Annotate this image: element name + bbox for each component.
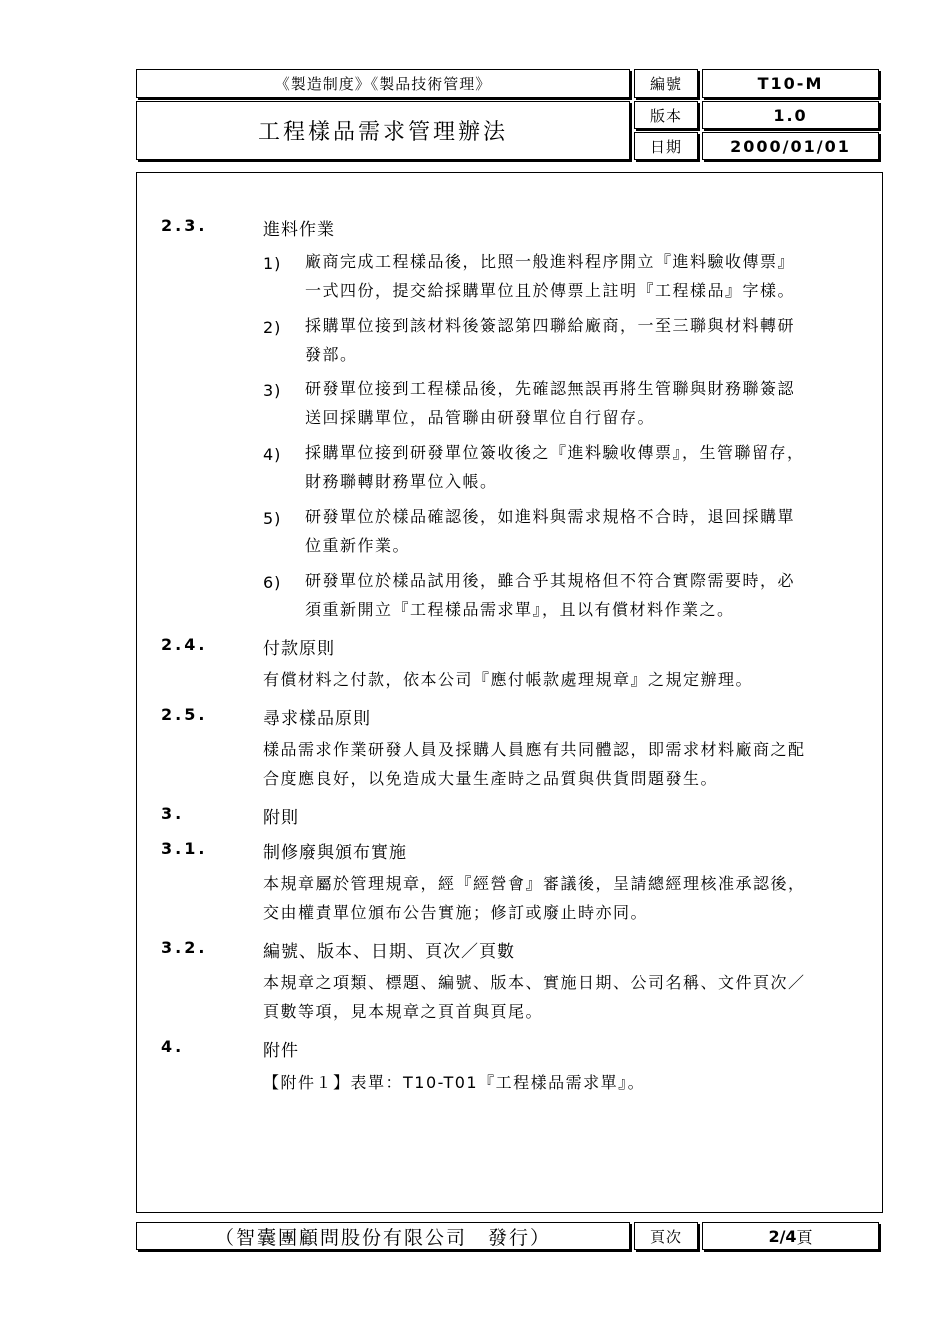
publisher-cell bbox=[136, 1222, 630, 1250]
section-number: 3.2. bbox=[161, 938, 208, 957]
series-text: 《製造制度》《製品技術管理》 bbox=[274, 75, 492, 93]
item-number: 6) bbox=[263, 573, 282, 592]
paragraph-line: 有償材料之付款，依本公司『應付帳款處理規章』之規定辦理。 bbox=[263, 670, 754, 689]
list-item bbox=[305, 374, 795, 432]
code-value: T10-M bbox=[757, 74, 824, 93]
item-line: 研發單位於樣品試用後，雖合乎其規格但不符合實際需要時，必 bbox=[305, 571, 796, 590]
list-item bbox=[305, 566, 795, 624]
version-label-cell bbox=[634, 101, 698, 129]
section-title: 付款原則 bbox=[263, 639, 335, 659]
date-label-cell bbox=[634, 132, 698, 160]
section-number: 3.1. bbox=[161, 839, 208, 858]
item-line: 廠商完成工程樣品後，比照一般進料程序開立『進料驗收傳票』 bbox=[305, 252, 796, 271]
section-title: 編號、版本、日期、頁次／頁數 bbox=[263, 942, 515, 962]
date-value: 2000/01/01 bbox=[730, 136, 851, 156]
section-paragraph bbox=[263, 735, 806, 793]
item-line: 一式四份，提交給採購單位且於傳票上註明『工程樣品』字樣。 bbox=[305, 281, 796, 300]
item-number: 3) bbox=[263, 381, 282, 400]
item-line: 研發單位於樣品確認後，如進料與需求規格不合時，退回採購單 bbox=[305, 507, 796, 526]
section-number: 2.4. bbox=[161, 635, 208, 654]
section-number: 4. bbox=[161, 1037, 185, 1056]
section-title: 制修廢與頒布實施 bbox=[263, 843, 407, 863]
item-line: 研發單位接到工程樣品後，先確認無誤再將生管聯與財務聯簽認 bbox=[305, 379, 796, 398]
section-title: 附件 bbox=[263, 1041, 299, 1061]
page-label-cell bbox=[634, 1222, 698, 1250]
page-value: 2/4 bbox=[768, 1226, 797, 1246]
item-line: 財務聯轉財務單位入帳。 bbox=[305, 472, 498, 491]
version-value-cell bbox=[702, 101, 879, 129]
page-unit: 頁 bbox=[796, 1227, 813, 1247]
code-value-cell bbox=[702, 69, 879, 98]
version-label: 版本 bbox=[649, 106, 682, 125]
document-title bbox=[136, 101, 630, 160]
version-value: 1.0 bbox=[773, 105, 808, 125]
page-label: 頁次 bbox=[649, 1227, 682, 1246]
item-line: 送回採購單位，品管聯由研發單位自行留存。 bbox=[305, 408, 656, 427]
list-item bbox=[305, 311, 795, 369]
paragraph-line: 樣品需求作業研發人員及採購人員應有共同體認，即需求材料廠商之配 bbox=[263, 740, 806, 759]
item-line: 位重新作業。 bbox=[305, 536, 411, 555]
section-paragraph bbox=[263, 869, 806, 927]
code-label-cell bbox=[634, 69, 698, 98]
item-line: 發部。 bbox=[305, 345, 358, 364]
section-number: 3. bbox=[161, 804, 185, 823]
section-number: 2.3. bbox=[161, 216, 208, 235]
section-title: 進料作業 bbox=[263, 220, 335, 240]
section-title: 尋求樣品原則 bbox=[263, 709, 371, 729]
paragraph-line: 交由權責單位頒布公告實施；修訂或廢止時亦同。 bbox=[263, 903, 649, 922]
title-text: 工程樣品需求管理辦法 bbox=[257, 120, 508, 145]
list-item bbox=[305, 502, 795, 560]
item-number: 5) bbox=[263, 509, 282, 528]
list-item bbox=[305, 438, 805, 496]
item-number: 1) bbox=[263, 254, 282, 273]
item-line: 採購單位接到研發單位簽收後之『進料驗收傳票』，生管聯留存， bbox=[305, 443, 805, 462]
item-line: 須重新開立『工程樣品需求單』，且以有償材料作業之。 bbox=[305, 600, 735, 619]
section-title: 附則 bbox=[263, 808, 299, 828]
date-label: 日期 bbox=[649, 137, 682, 156]
date-value-cell bbox=[702, 132, 879, 160]
section-paragraph bbox=[263, 968, 806, 1026]
publisher-text: （智囊團顧問股份有限公司 發行） bbox=[214, 1226, 551, 1249]
paragraph-line: 本規章之項類、標題、編號、版本、實施日期、公司名稱、文件頁次／ bbox=[263, 973, 806, 992]
page-value-cell bbox=[702, 1222, 879, 1250]
item-number: 4) bbox=[263, 445, 282, 464]
paragraph-line: 【附件１】表單：T10-T01『工程樣品需求單』。 bbox=[263, 1073, 646, 1092]
document-series bbox=[136, 69, 630, 98]
paragraph-line: 頁數等項，見本規章之頁首與頁尾。 bbox=[263, 1002, 544, 1021]
paragraph-line: 本規章屬於管理規章，經『經營會』審議後，呈請總經理核准承認後， bbox=[263, 874, 806, 893]
paragraph-line: 合度應良好，以免造成大量生產時之品質與供貨問題發生。 bbox=[263, 769, 719, 788]
section-paragraph bbox=[263, 665, 753, 694]
section-paragraph bbox=[263, 1068, 645, 1097]
section-number: 2.5. bbox=[161, 705, 208, 724]
item-number: 2) bbox=[263, 318, 282, 337]
list-item bbox=[305, 247, 795, 305]
code-label: 編號 bbox=[649, 75, 682, 93]
item-line: 採購單位接到該材料後簽認第四聯給廠商，一至三聯與材料轉研 bbox=[305, 316, 796, 335]
